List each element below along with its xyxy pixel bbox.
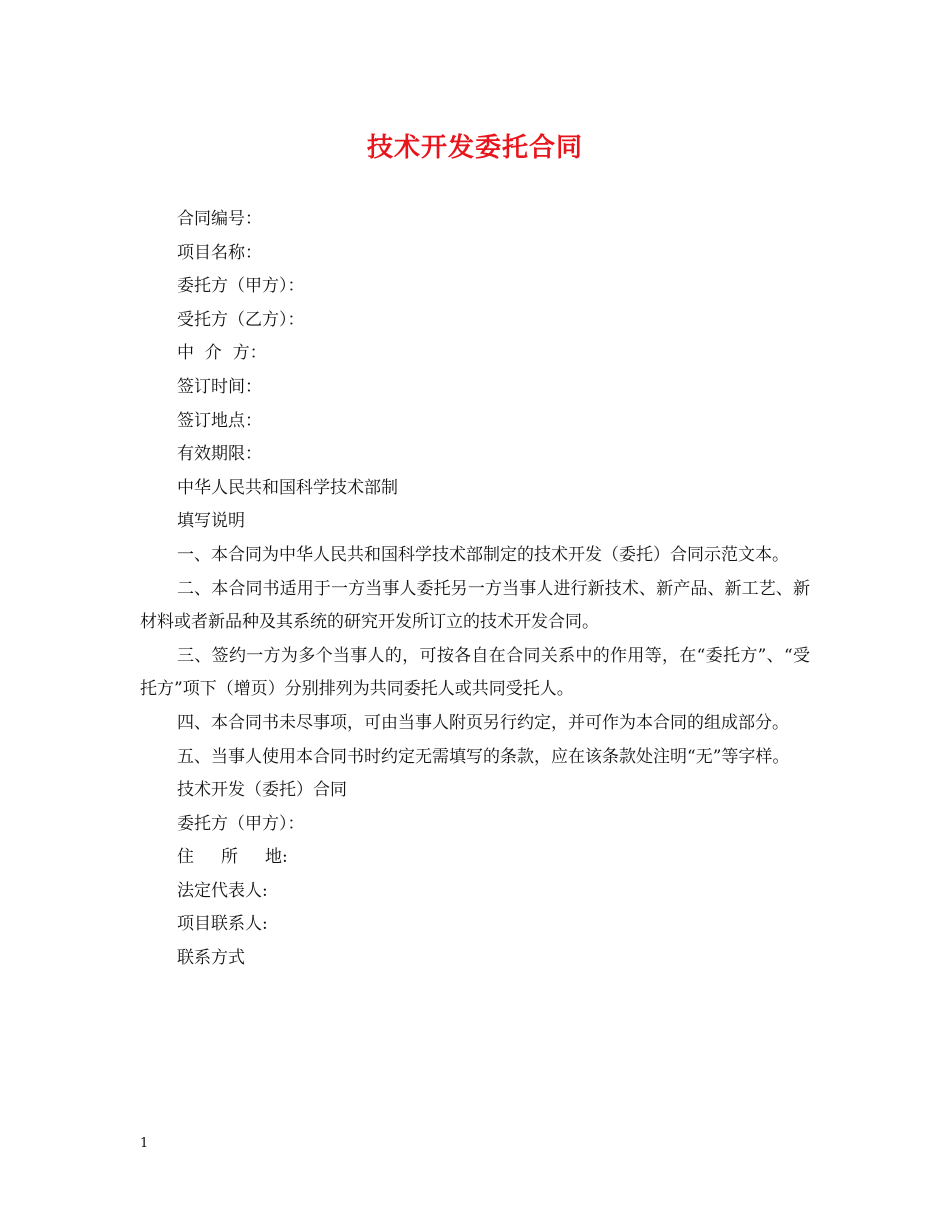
contract-subtitle: 技术开发（委托）合同 bbox=[177, 780, 347, 801]
field-validity-period: 有效期限： bbox=[177, 444, 262, 465]
field-contractor-party: 受托方（乙方）： bbox=[177, 309, 305, 330]
field-contact-info: 联系方式 bbox=[177, 948, 245, 969]
field-project-contact: 项目联系人: bbox=[177, 914, 268, 935]
page-number: 1 bbox=[140, 1136, 149, 1151]
instructions-heading: 填写说明 bbox=[177, 511, 245, 532]
field-intermediary: 中 介 方： bbox=[177, 343, 267, 364]
issuer-line: 中华人民共和国科学技术部制 bbox=[177, 477, 398, 498]
field-client-party-2: 委托方（甲方）： bbox=[177, 813, 305, 834]
field-signing-place: 签订地点： bbox=[177, 410, 262, 431]
instruction-item-3: 三、签约一方为多个当事人的，可按各自在合同关系中的作用等，在“委托方”、“受托方”项下（增页）分别排列为共同委托人或共同受托人。 bbox=[140, 645, 810, 700]
document-title: 技术开发委托合同 bbox=[366, 133, 583, 163]
document-body bbox=[140, 203, 810, 976]
instruction-item-4: 四、本合同书未尽事项，可由当事人附页另行约定，并可作为本合同的组成部分。 bbox=[177, 712, 789, 733]
instruction-item-5: 五、当事人使用本合同书时约定无需填写的条款，应在该条款处注明“无”等字样。 bbox=[177, 746, 790, 767]
field-address: 住 所 地: bbox=[177, 847, 288, 868]
field-legal-representative: 法定代表人: bbox=[177, 880, 268, 901]
instruction-item-1: 一、本合同为中华人民共和国科学技术部制定的技术开发（委托）合同示范文本。 bbox=[177, 544, 789, 565]
field-signing-date: 签订时间： bbox=[177, 376, 262, 397]
field-client-party: 委托方（甲方）： bbox=[177, 276, 305, 297]
instruction-item-2: 二、本合同书适用于一方当事人委托另一方当事人进行新技术、新产品、新工艺、新材料或者新品种及其系统的研究开发所订立的技术开发合同。 bbox=[140, 578, 810, 633]
field-project-name: 项目名称： bbox=[177, 242, 262, 263]
field-contract-number: 合同编号： bbox=[177, 209, 262, 229]
